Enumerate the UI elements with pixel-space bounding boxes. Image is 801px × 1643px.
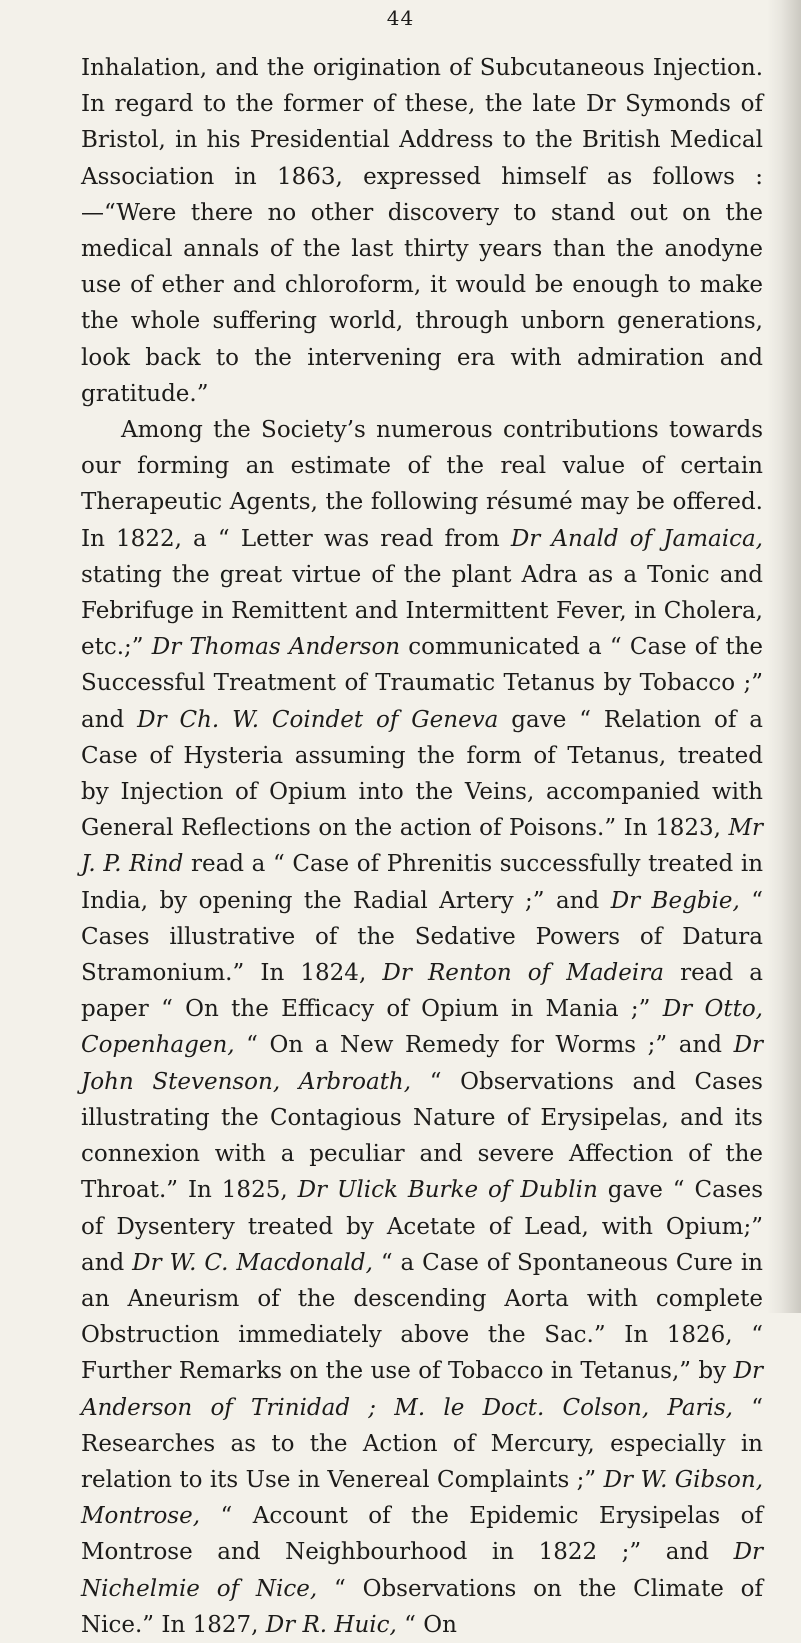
text-run: “ Account of the Epidemic Erysipelas of Montrose and Neighbourhood in 1822 ;” and (81, 1503, 763, 1566)
text-run: Inhalation, and the origination of Subcutaneous Injection. In regard to the former of these, the late Dr Symonds of Bristol, in his Presidential Address to the British Medical Association in 1863, expressed himself as follows :—“Were there no other discovery to stand out on the medical annals of the last thirty years than the anodyne use of ether and chloroform, it would be enough to make the whole suffering world, through unborn generations, look back to the intervening era with admiration and gratitude.” (81, 55, 763, 407)
paragraph-inhalation (81, 50, 763, 412)
italic-name-run: Dr R. Huic, (265, 1611, 397, 1638)
italic-name-run: Dr Nichelmie of Nice, (81, 1539, 763, 1602)
text-run: “ Researches as to the Action of Mercury, especially in relation to its Use in Venereal Complaints ;” (81, 1394, 763, 1493)
italic-name-run: Dr Begbie, (610, 887, 740, 914)
italic-name-run: Dr Otto, Copenhagen, (81, 996, 763, 1059)
italic-name-run: Dr Renton of Madeira (382, 960, 664, 987)
italic-name-run: Dr Ulick Burke of Dublin (297, 1177, 598, 1204)
text-run: “ Observations and Cases illustrating the Contagious Nature of Erysipelas, and its connexion with a peculiar and severe Affection of the Throat.” In 1825, (81, 1068, 763, 1204)
text-run: read a “ Case of Phrenitis successfully treated in India, by opening the Radial Artery ;” and (81, 851, 764, 914)
italic-name-run: Dr John Stevenson, Arbroath, (81, 1032, 763, 1095)
text-run: communicated a “ Case of the Successful Treatment of Traumatic Tetanus by Tobacco ;” and (81, 634, 763, 733)
text-run: gave “ Cases of Dysentery treated by Acetate of Lead, with Opium;” and (81, 1177, 763, 1276)
body-text (81, 50, 763, 1643)
italic-name-run: Dr Ch. W. Coindet of Geneva (137, 706, 499, 733)
paragraph-society-contributions (81, 412, 763, 1643)
text-run: “ Cases illustrative of the Sedative Powers of Datura Stramonium.” In 1824, (81, 887, 764, 987)
text-run: Among the Society’s numerous contributions towards our forming an estimate of the real value of certain Therapeutic Agents, the following résumé may be offered. In 1822, a “ Letter was read from (81, 417, 763, 552)
italic-name-run: Mr J. P. Rind (81, 815, 763, 878)
text-run: “ a Case of Spontaneous Cure in an Aneurism of the descending Aorta with complete Obstruction immediately above the Sac.” In 1826, “ Further Remarks on the use of Tobacco in Tetanus,” by (81, 1249, 763, 1385)
italic-name-run: Dr Anald of Jamaica, (510, 525, 763, 552)
italic-name-run: Dr W. Gibson, Montrose, (81, 1466, 764, 1530)
text-run: “ On a New Remedy for Worms ;” and (234, 1032, 734, 1059)
italic-name-run: Dr W. C. Macdonald, (132, 1249, 373, 1276)
text-run: “ Observations on the Climate of Nice.” In 1827, (81, 1575, 763, 1638)
italic-name-run: Dr Thomas Anderson (151, 634, 401, 661)
italic-name-run: Dr Anderson of Trinidad ; M. le Doct. Colson, Paris, (81, 1358, 763, 1421)
text-run: gave “ Relation of a Case of Hysteria assuming the form of Tetanus, treated by Injection of Opium into the Veins, accompanied with General Reflections on the action of Poisons.” In 1823, (81, 706, 764, 842)
text-run: read a paper “ On the Efficacy of Opium in Mania ;” (81, 960, 763, 1023)
text-run: stating the great virtue of the plant Adra as a Tonic and Febrifuge in Remittent and Intermittent Fever, in Cholera, etc.;” (81, 561, 763, 661)
text-run: “ On (396, 1611, 457, 1638)
page-edge-shadow (767, 0, 801, 1313)
page-number: 44 (386, 6, 415, 30)
